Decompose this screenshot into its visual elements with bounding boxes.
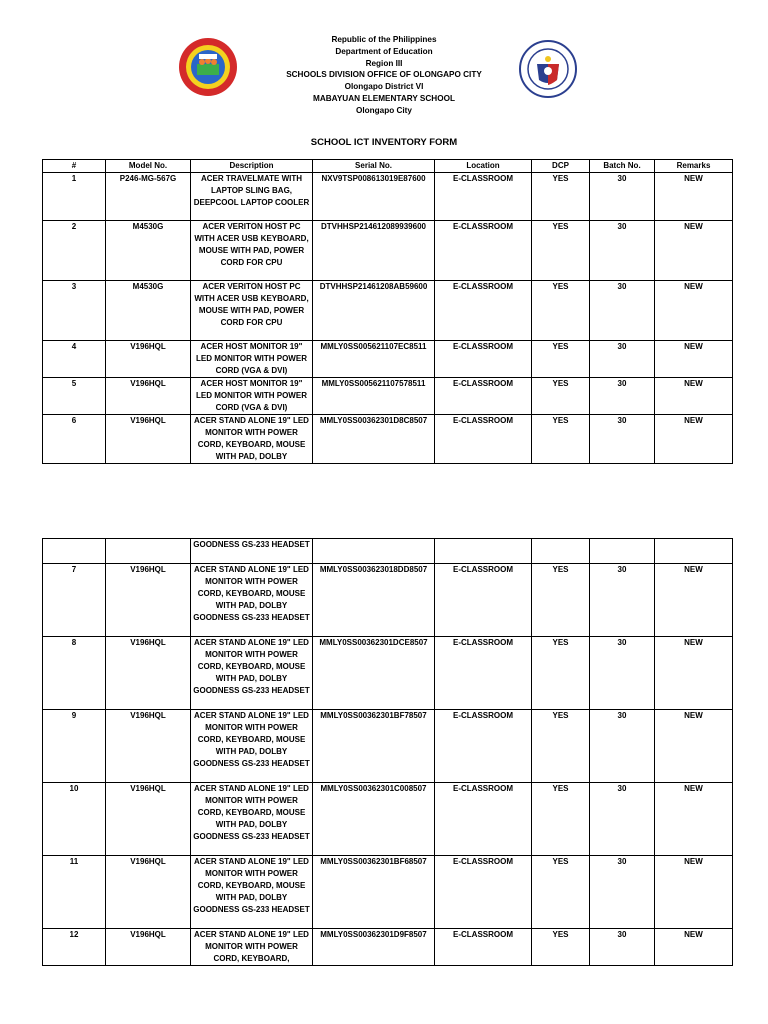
table-row <box>43 378 733 415</box>
row-description: ACER TRAVELMATE WITH LAPTOP SLING BAG, DEEPCOOL LAPTOP COOLER <box>191 173 313 221</box>
row-num: 7 <box>43 564 106 637</box>
row-batch: 30 <box>590 378 655 415</box>
col-header-model: Model No. <box>106 160 191 173</box>
row-description: ACER STAND ALONE 19" LED MONITOR WITH POWER CORD, KEYBOARD, <box>191 929 313 966</box>
row-remarks: NEW <box>655 637 733 710</box>
col-header-description: Description <box>191 160 313 173</box>
row-dcp: YES <box>532 783 590 856</box>
row-dcp: YES <box>532 710 590 783</box>
row-num: 10 <box>43 783 106 856</box>
row-description: ACER STAND ALONE 19" LED MONITOR WITH POWER CORD, KEYBOARD, MOUSE WITH PAD, DOLBY GOODNESS GS-233 HEADSET <box>191 856 313 929</box>
row-location: E-CLASSROOM <box>435 415 532 464</box>
row-remarks: NEW <box>655 281 733 341</box>
row-description: ACER VERITON HOST PC WITH ACER USB KEYBOARD, MOUSE WITH PAD, POWER CORD FOR CPU <box>191 221 313 281</box>
col-header-dcp: DCP <box>532 160 590 173</box>
table-row <box>43 856 733 929</box>
row-num: 3 <box>43 281 106 341</box>
row-description: ACER STAND ALONE 19" LED MONITOR WITH POWER CORD, KEYBOARD, MOUSE WITH PAD, DOLBY GOODNESS GS-233 HEADSET <box>191 710 313 783</box>
row-dcp: YES <box>532 929 590 966</box>
row-batch: 30 <box>590 173 655 221</box>
row-remarks: NEW <box>655 783 733 856</box>
row-remarks: NEW <box>655 221 733 281</box>
row-num: 9 <box>43 710 106 783</box>
row-serial: MMLY0SS003623018DD8507 <box>313 564 435 637</box>
row-model: V196HQL <box>106 856 191 929</box>
row-location: E-CLASSROOM <box>435 929 532 966</box>
col-header-remarks: Remarks <box>655 160 733 173</box>
row-dcp: YES <box>532 221 590 281</box>
table-row <box>43 221 733 281</box>
table-row <box>43 341 733 378</box>
row-model: V196HQL <box>106 415 191 464</box>
row-serial: MMLY0SS005621107EC8511 <box>313 341 435 378</box>
row-remarks: NEW <box>655 710 733 783</box>
row-description: GOODNESS GS-233 HEADSET <box>191 539 313 564</box>
row-num: 2 <box>43 221 106 281</box>
row-model: M4530G <box>106 281 191 341</box>
row-description: ACER STAND ALONE 19" LED MONITOR WITH POWER CORD, KEYBOARD, MOUSE WITH PAD, DOLBY GOODNESS GS-233 HEADSET <box>191 564 313 637</box>
col-header-location: Location <box>435 160 532 173</box>
row-description: ACER HOST MONITOR 19" LED MONITOR WITH POWER CORD (VGA & DVI) <box>191 341 313 378</box>
row-num: 6 <box>43 415 106 464</box>
row-batch: 30 <box>590 415 655 464</box>
table-row <box>43 783 733 856</box>
row-remarks: NEW <box>655 856 733 929</box>
row-description: ACER STAND ALONE 19" LED MONITOR WITH POWER CORD, KEYBOARD, MOUSE WITH PAD, DOLBY GOODNESS GS-233 HEADSET <box>191 637 313 710</box>
row-description: ACER STAND ALONE 19" LED MONITOR WITH POWER CORD, KEYBOARD, MOUSE WITH PAD, DOLBY GOODNESS GS-233 HEADSET <box>191 783 313 856</box>
row-location: E-CLASSROOM <box>435 856 532 929</box>
row-serial: MMLY0SS00362301BF68507 <box>313 856 435 929</box>
row-dcp: YES <box>532 378 590 415</box>
row-description: ACER VERITON HOST PC WITH ACER USB KEYBOARD, MOUSE WITH PAD, POWER CORD FOR CPU <box>191 281 313 341</box>
row-model: V196HQL <box>106 341 191 378</box>
table-row <box>43 415 733 464</box>
row-description: ACER STAND ALONE 19" LED MONITOR WITH POWER CORD, KEYBOARD, MOUSE WITH PAD, DOLBY <box>191 415 313 464</box>
row-model: M4530G <box>106 221 191 281</box>
row-batch: 30 <box>590 221 655 281</box>
row-location: E-CLASSROOM <box>435 564 532 637</box>
row-batch: 30 <box>590 637 655 710</box>
table-row-continuation <box>43 539 733 564</box>
school-line: MABAYUAN ELEMENTARY SCHOOL <box>313 93 455 103</box>
table-row <box>43 564 733 637</box>
row-location: E-CLASSROOM <box>435 281 532 341</box>
row-remarks: NEW <box>655 378 733 415</box>
republic-line: Republic of the Philippines <box>331 35 437 44</box>
row-serial: MMLY0SS00362301DCE8507 <box>313 637 435 710</box>
row-batch: 30 <box>590 281 655 341</box>
department-line: Department of Education <box>335 46 433 56</box>
row-dcp: YES <box>532 173 590 221</box>
row-serial: MMLY0SS00362301D9F8507 <box>313 929 435 966</box>
row-serial: MMLY0SS00362301D8C8507 <box>313 415 435 464</box>
form-title: SCHOOL ICT INVENTORY FORM <box>310 137 458 148</box>
row-num: 1 <box>43 173 106 221</box>
table-row <box>43 173 733 221</box>
division-line: SCHOOLS DIVISION OFFICE OF OLONGAPO CITY <box>286 70 482 80</box>
table-row <box>43 929 733 966</box>
row-model: V196HQL <box>106 710 191 783</box>
row-serial: MMLY0SS00362301C008507 <box>313 783 435 856</box>
col-header-num: # <box>43 160 106 173</box>
row-location: E-CLASSROOM <box>435 783 532 856</box>
row-num: 8 <box>43 637 106 710</box>
row-batch: 30 <box>590 710 655 783</box>
row-location: E-CLASSROOM <box>435 378 532 415</box>
letterhead <box>0 34 768 117</box>
row-model: V196HQL <box>106 929 191 966</box>
row-num: 4 <box>43 341 106 378</box>
table-row <box>43 710 733 783</box>
row-remarks: NEW <box>655 341 733 378</box>
table-header-row <box>43 160 733 173</box>
row-batch: 30 <box>590 856 655 929</box>
city-line: Olongapo City <box>356 105 412 115</box>
row-serial: DTVHHSP21461208AB59600 <box>313 281 435 341</box>
table-row <box>43 637 733 710</box>
row-dcp: YES <box>532 856 590 929</box>
row-serial: DTVHHSP214612089939600 <box>313 221 435 281</box>
row-num: 11 <box>43 856 106 929</box>
row-dcp: YES <box>532 415 590 464</box>
row-location: E-CLASSROOM <box>435 710 532 783</box>
row-batch: 30 <box>590 564 655 637</box>
inventory-table-page-1 <box>42 159 733 464</box>
row-model: V196HQL <box>106 637 191 710</box>
table-row <box>43 281 733 341</box>
row-location: E-CLASSROOM <box>435 221 532 281</box>
row-dcp: YES <box>532 564 590 637</box>
region-line: Region III <box>365 58 403 68</box>
row-dcp: YES <box>532 637 590 710</box>
row-location: E-CLASSROOM <box>435 637 532 710</box>
col-header-batch: Batch No. <box>590 160 655 173</box>
row-serial: MMLY0SS00362301BF78507 <box>313 710 435 783</box>
row-serial: NXV9TSP008613019E87600 <box>313 173 435 221</box>
row-batch: 30 <box>590 341 655 378</box>
row-remarks: NEW <box>655 929 733 966</box>
row-location: E-CLASSROOM <box>435 173 532 221</box>
row-remarks: NEW <box>655 415 733 464</box>
district-line: Olongapo District VI <box>344 82 424 92</box>
row-batch: 30 <box>590 929 655 966</box>
row-remarks: NEW <box>655 173 733 221</box>
row-num: 12 <box>43 929 106 966</box>
row-model: V196HQL <box>106 378 191 415</box>
row-remarks: NEW <box>655 564 733 637</box>
col-header-serial: Serial No. <box>313 160 435 173</box>
row-dcp: YES <box>532 341 590 378</box>
row-model: V196HQL <box>106 564 191 637</box>
row-model: P246-MG-567G <box>106 173 191 221</box>
row-description: ACER HOST MONITOR 19" LED MONITOR WITH POWER CORD (VGA & DVI) <box>191 378 313 415</box>
row-serial: MMLY0SS005621107578511 <box>313 378 435 415</box>
row-dcp: YES <box>532 281 590 341</box>
row-location: E-CLASSROOM <box>435 341 532 378</box>
inventory-table-page-2 <box>42 538 733 966</box>
row-model: V196HQL <box>106 783 191 856</box>
row-batch: 30 <box>590 783 655 856</box>
row-num: 5 <box>43 378 106 415</box>
